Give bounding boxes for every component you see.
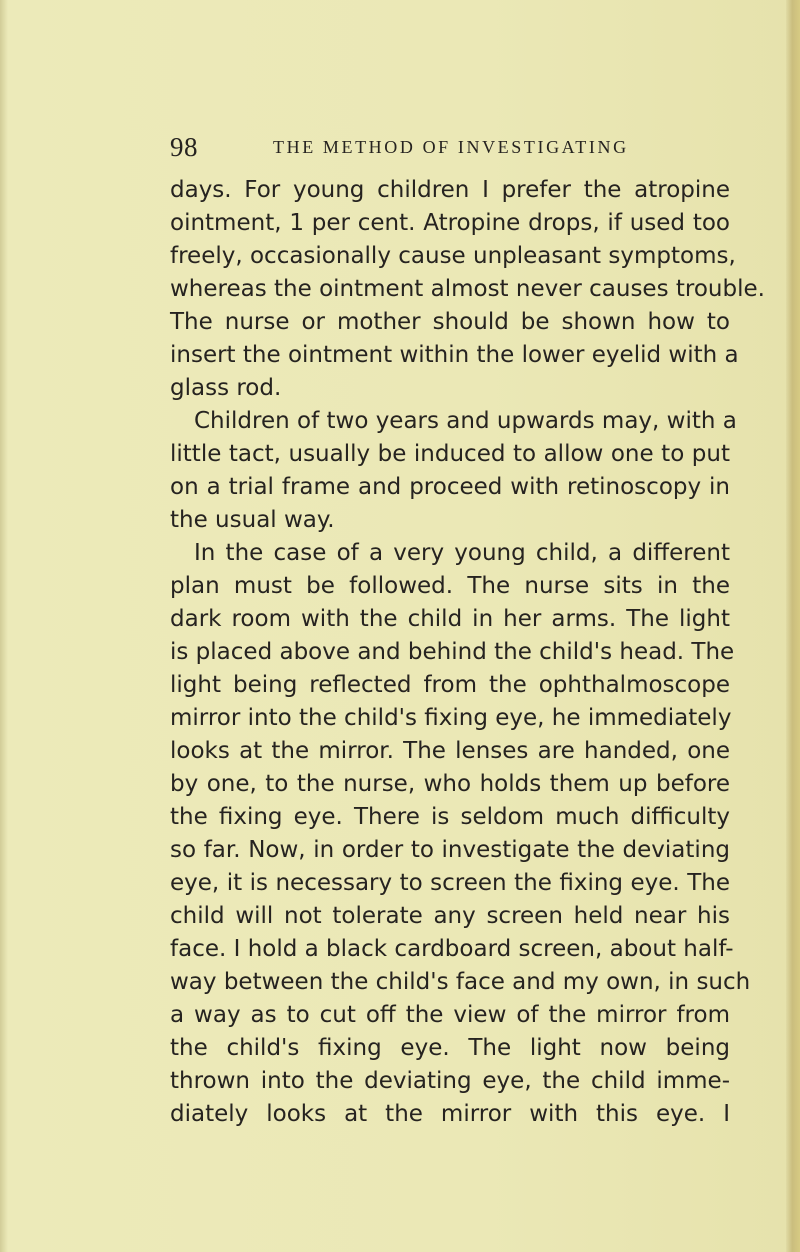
text-line: mirror into the child's fixing eye, he immediately: [170, 705, 732, 731]
text-line: The nurse or mother should be shown how to: [170, 309, 730, 335]
text-line: In the case of a very young child, a different: [194, 540, 730, 566]
text-line: by one, to the nurse, who holds them up before: [170, 771, 730, 797]
text-line: ointment, 1 per cent. Atropine drops, if used too: [170, 210, 730, 236]
running-head: [170, 132, 730, 162]
text-line: is placed above and behind the child's head. The: [170, 639, 735, 665]
text-line: the usual way.: [170, 507, 335, 533]
text-line: diately looks at the mirror with this eye. I: [170, 1101, 730, 1127]
text-line: face. I hold a black cardboard screen, about half-: [170, 936, 734, 962]
text-line: a way as to cut off the view of the mirror from: [170, 1002, 730, 1028]
page-left-edge-shadow: [0, 0, 8, 1252]
text-line: plan must be followed. The nurse sits in the: [170, 573, 730, 599]
text-line: insert the ointment within the lower eyelid with a: [170, 342, 739, 368]
text-line: freely, occasionally cause unpleasant symptoms,: [170, 243, 736, 269]
text-line: light being reflected from the ophthalmoscope: [170, 672, 730, 698]
body-text: [170, 174, 765, 1131]
text-line: child will not tolerate any screen held near his: [170, 903, 730, 929]
text-line: days. For young children I prefer the atropine: [170, 177, 730, 203]
page-number: 98: [170, 132, 198, 162]
running-title: THE METHOD OF INVESTIGATING: [273, 137, 629, 157]
text-line: on a trial frame and proceed with retinoscopy in: [170, 474, 730, 500]
page-right-edge-shadow: [786, 0, 800, 1252]
text-line: whereas the ointment almost never causes trouble.: [170, 276, 765, 302]
text-line: dark room with the child in her arms. The light: [170, 606, 730, 632]
text-line: eye, it is necessary to screen the fixing eye. The: [170, 870, 730, 896]
text-line: the fixing eye. There is seldom much difficulty: [170, 804, 730, 830]
text-line: glass rod.: [170, 375, 282, 401]
text-line: the child's fixing eye. The light now being: [170, 1035, 730, 1061]
text-line: little tact, usually be induced to allow one to put: [170, 441, 730, 467]
text-line: looks at the mirror. The lenses are handed, one: [170, 738, 730, 764]
text-line: way between the child's face and my own, in such: [170, 969, 751, 995]
text-line: Children of two years and upwards may, with a: [194, 408, 737, 434]
text-line: so far. Now, in order to investigate the deviating: [170, 837, 730, 863]
text-line: thrown into the deviating eye, the child imme-: [170, 1068, 730, 1094]
